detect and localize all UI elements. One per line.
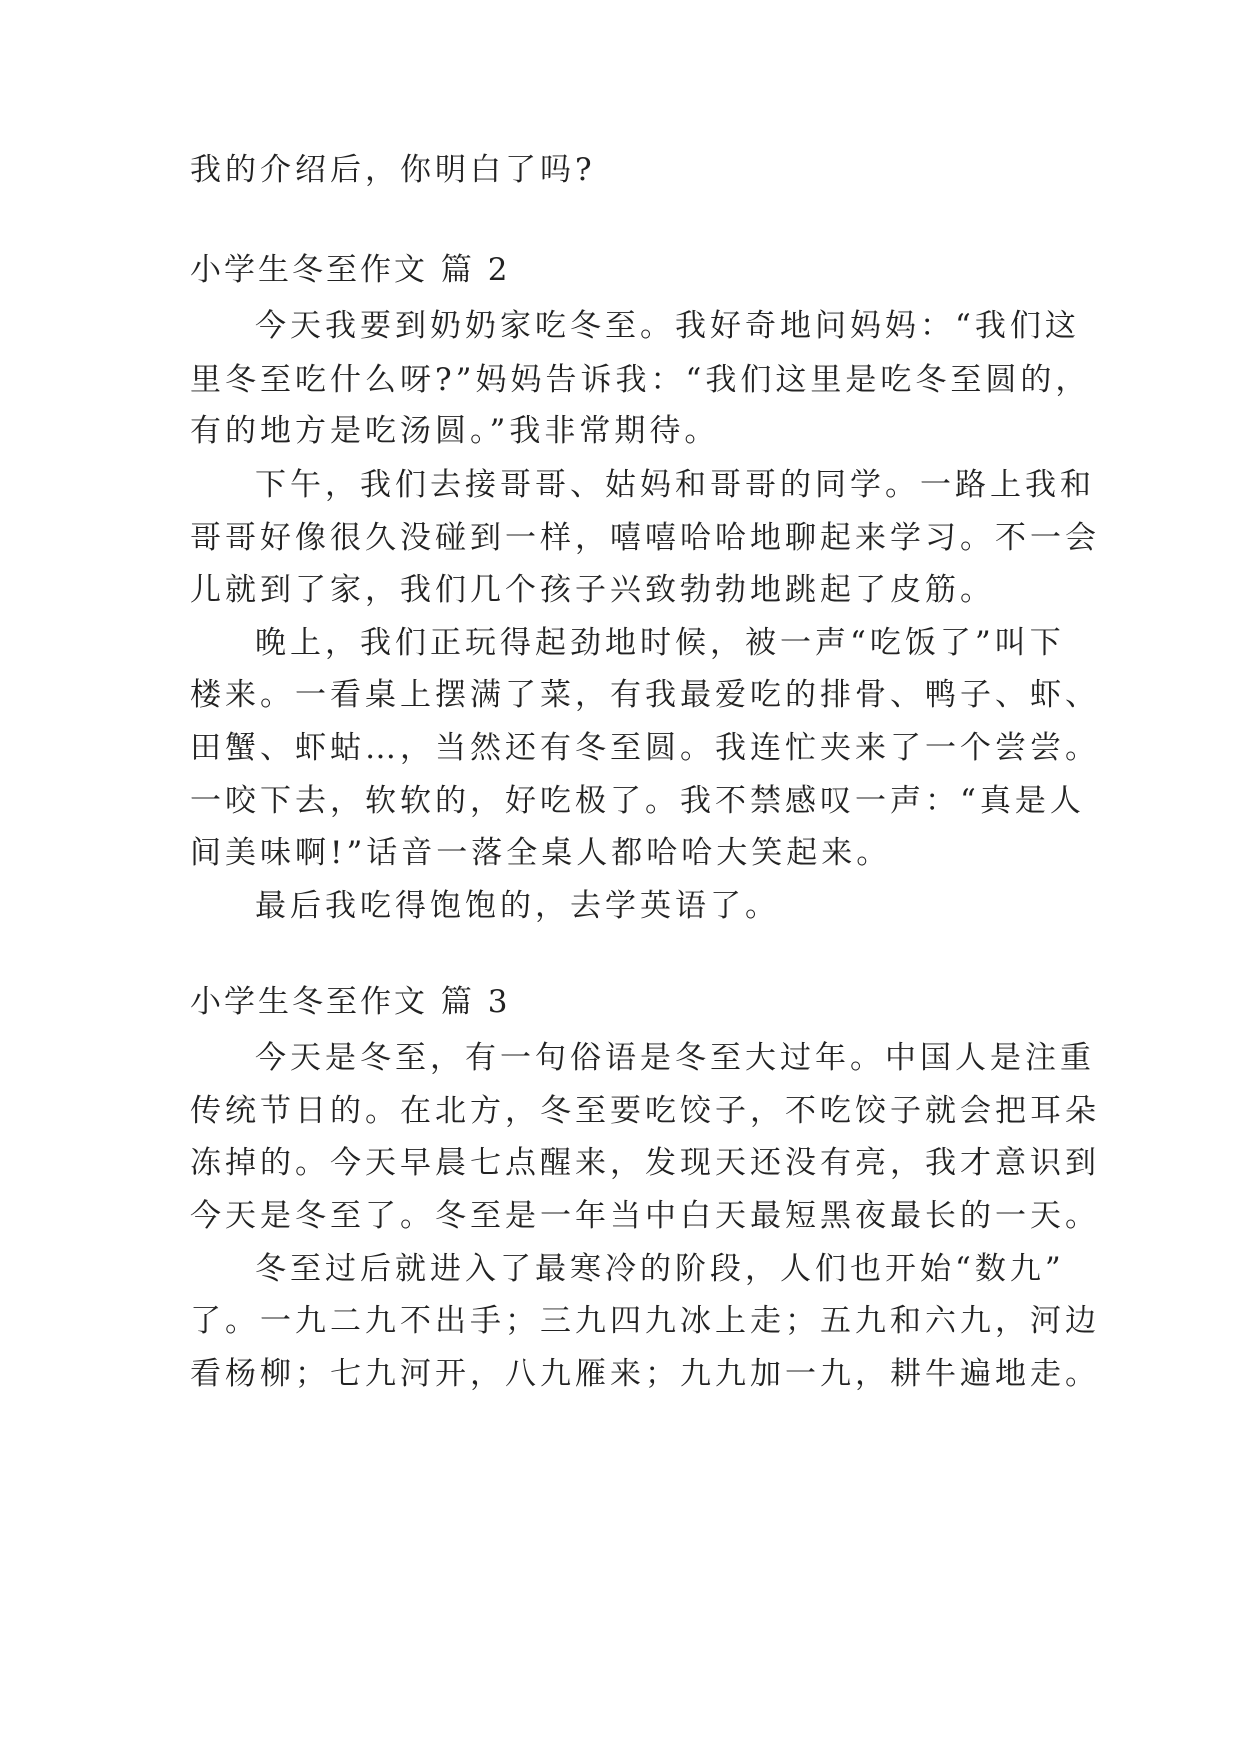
essay2-line: 间美味啊!”话音一落全桌人都哈哈大笑起来。 [190, 835, 892, 871]
essay2-line: 下午，我们去接哥哥、姑妈和哥哥的同学。一路上我和 [255, 467, 1095, 503]
essay3-line: 了。一九二九不出手；三九四九冰上走；五九和六九，河边 [190, 1303, 1100, 1339]
essay3-line: 今天是冬至了。冬至是一年当中白天最短黑夜最长的一天。 [190, 1198, 1100, 1234]
essay2-heading: 小学生冬至作文 篇 2 [190, 252, 511, 288]
essay2-line: 哥哥好像很久没碰到一样，嘻嘻哈哈地聊起来学习。不一会 [190, 520, 1100, 556]
intro-closing-line: 我的介绍后，你明白了吗? [190, 152, 596, 188]
essay3-line: 冬至过后就进入了最寒冷的阶段，人们也开始“数九” [255, 1251, 1065, 1287]
essay3-line: 看杨柳；七九河开，八九雁来；九九加一九，耕牛遍地走。 [190, 1356, 1100, 1392]
essay2-line: 晚上，我们正玩得起劲地时候，被一声“吃饭了”叫下 [255, 625, 1065, 661]
essay2-line: 今天我要到奶奶家吃冬至。我好奇地问妈妈：“我们这 [255, 308, 1080, 344]
essay2-line: 楼来。一看桌上摆满了菜，有我最爱吃的排骨、鸭子、虾、 [190, 677, 1100, 713]
essay2-line: 里冬至吃什么呀?”妈妈告诉我：“我们这里是吃冬至圆的， [190, 362, 1091, 398]
essay2-line: 儿就到了家，我们几个孩子兴致勃勃地跳起了皮筋。 [190, 572, 995, 608]
essay2-line: 最后我吃得饱饱的，去学英语了。 [255, 888, 780, 924]
essay3-heading: 小学生冬至作文 篇 3 [190, 984, 511, 1020]
essay3-line: 传统节日的。在北方，冬至要吃饺子，不吃饺子就会把耳朵 [190, 1093, 1100, 1129]
essay2-line: 田蟹、虾蛄…，当然还有冬至圆。我连忙夹来了一个尝尝。 [190, 730, 1100, 766]
essay2-line: 有的地方是吃汤圆。”我非常期待。 [190, 413, 720, 449]
essay3-line: 今天是冬至，有一句俗语是冬至大过年。中国人是注重 [255, 1040, 1095, 1076]
essay2-line: 一咬下去，软软的，好吃极了。我不禁感叹一声：“真是人 [190, 783, 1085, 819]
essay3-line: 冻掉的。今天早晨七点醒来，发现天还没有亮，我才意识到 [190, 1145, 1100, 1181]
